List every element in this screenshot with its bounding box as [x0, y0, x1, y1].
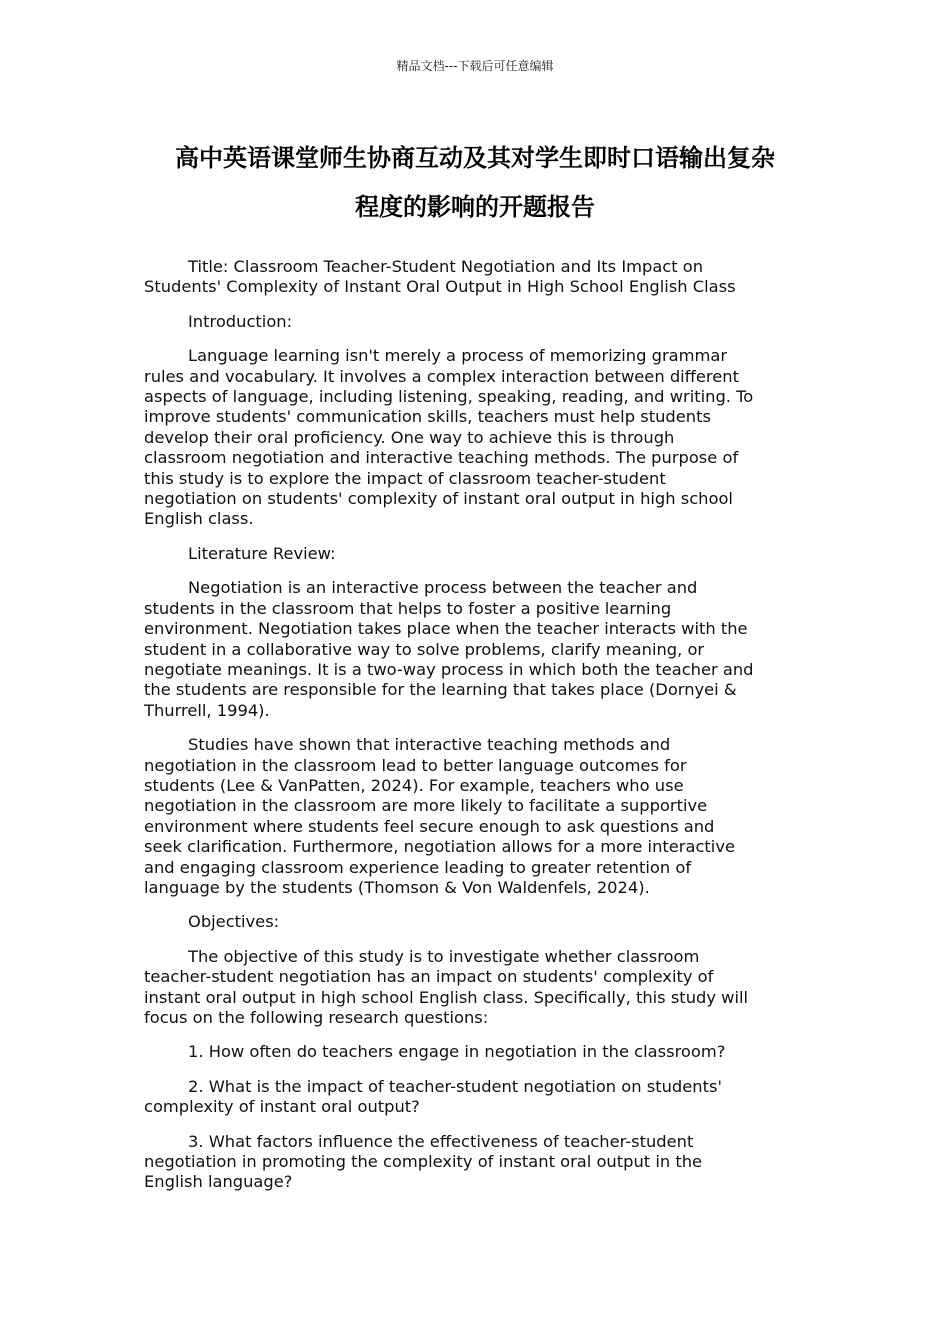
research-question-1: 1. How often do teachers engage in negotiation in the classroom?: [188, 1042, 726, 1062]
paper-title-paragraph: Title: Classroom Teacher-Student Negotiation and Its Impact on Students' Complexity of Instant Oral Output in High School English Class: [144, 257, 736, 297]
research-question-2: 2. What is the impact of teacher-student negotiation on students' complexity of instant oral output?: [144, 1076, 722, 1117]
document-title: 高中英语课堂师生协商互动及其对学生即时口语输出复杂 程度的影响的开题报告: [175, 144, 775, 221]
heading-objectives: Objectives:: [188, 912, 280, 932]
objectives-paragraph: The objective of this study is to investigate whether classroom teacher-student negotiation has an impact on students' complexity of instant oral output in high school English class. Specifically, this study will focus on the following research questions:: [144, 946, 749, 1027]
page-header: 精品文档---下载后可任意编辑: [396, 59, 554, 73]
heading-literature-review: Literature Review:: [188, 543, 336, 563]
research-question-3: 3. What factors influence the effectiveness of teacher-student negotiation in promoting the complexity of instant oral output in the English language?: [144, 1131, 703, 1192]
literature-paragraph-2: Studies have shown that interactive teaching methods and negotiation in the classroom lead to better language outcomes for students (Lee & VanPatten, 2024). For example, teachers who use negotiation in the classroom are more likely to facilitate a supportive environment where students feel secure enough to ask questions and seek clarification. Furthermore, negotiation allows for a more interactive and engaging classroom experience leading to greater retention of language by the students (Thomson & Von Waldenfels, 2024).: [144, 735, 735, 897]
document-body: [144, 257, 844, 1207]
introduction-paragraph: Language learning isn't merely a process of memorizing grammar rules and vocabulary. It involves a complex interaction between different aspects of language, including listening, speaking, reading, and writing. To improve students' communication skills, teachers must help students develop their oral proficiency. One way to achieve this is through classroom negotiation and interactive teaching methods. The purpose of this study is to explore the impact of classroom teacher-student negotiation on students' complexity of instant oral output in high school English class.: [144, 346, 754, 529]
literature-paragraph-1: Negotiation is an interactive process between the teacher and students in the classroom that helps to foster a positive learning environment. Negotiation takes place when the teacher interacts with the student in a collaborative way to solve problems, clarify meaning, or negotiate meanings. It is a two-way process in which both the teacher and the students are responsible for the learning that takes place (Dornyei & Thurrell, 1994).: [144, 578, 754, 720]
heading-introduction: Introduction:: [188, 311, 293, 331]
